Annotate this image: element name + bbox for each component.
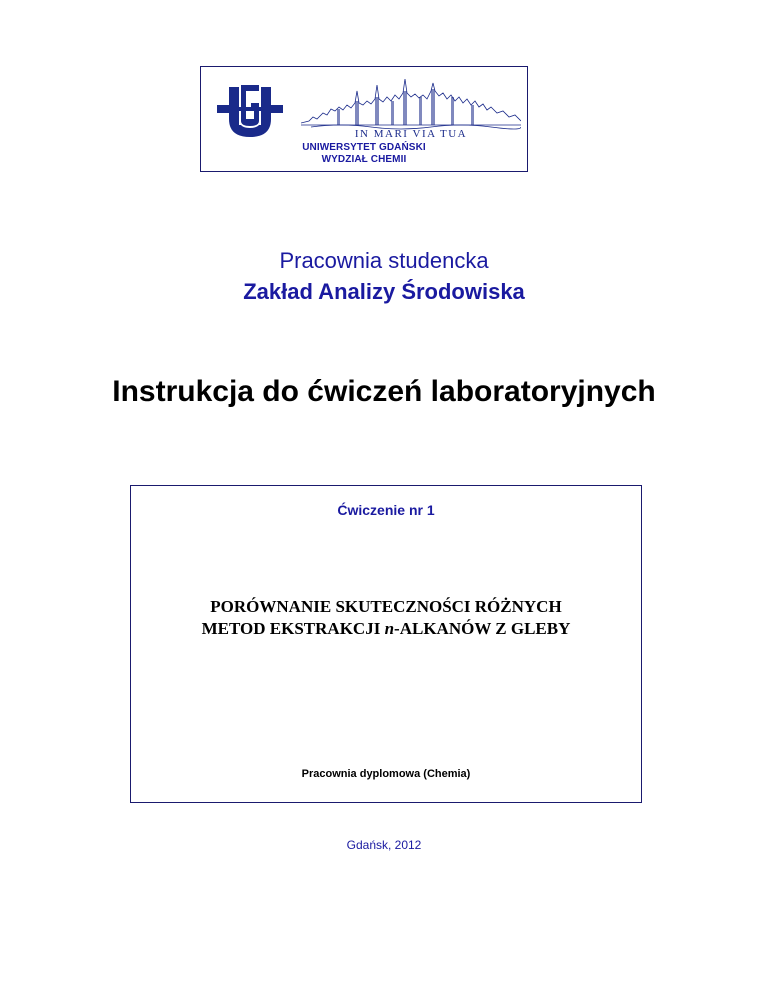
university-logo-box [200, 66, 528, 172]
place-date: Gdańsk, 2012 [346, 838, 422, 852]
course-name: Pracownia dyplomowa (Chemia) [301, 768, 471, 780]
lab-title-line2: Zakład Analizy Środowiska [243, 279, 525, 304]
faculty-label: WYDZIAŁ CHEMII [321, 154, 407, 165]
lab-title-line1: Pracownia studencka [279, 248, 489, 273]
ug-logo-icon [217, 81, 283, 139]
university-label: UNIWERSYTET GDAŃSKI [302, 142, 426, 153]
exercise-number: Ćwiczenie nr 1 [337, 502, 435, 518]
topic-line2-italic: n [384, 619, 395, 638]
exercise-box [130, 485, 642, 803]
topic-line2-suffix: -ALKANÓW Z GLEBY [394, 619, 571, 638]
exercise-topic-line1: PORÓWNANIE SKUTECZNOŚCI RÓŻNYCH [210, 597, 562, 616]
topic-line2-prefix: METOD EKSTRAKCJI [201, 619, 385, 638]
exercise-topic-line2 [131, 618, 641, 640]
document-title: Instrukcja do ćwiczeń laboratoryjnych [112, 375, 656, 408]
university-name [201, 142, 527, 166]
gdansk-skyline-icon [301, 77, 521, 139]
exercise-topic [131, 596, 641, 640]
svg-text:IN MARI VIA TUA: IN MARI VIA TUA [354, 128, 468, 139]
